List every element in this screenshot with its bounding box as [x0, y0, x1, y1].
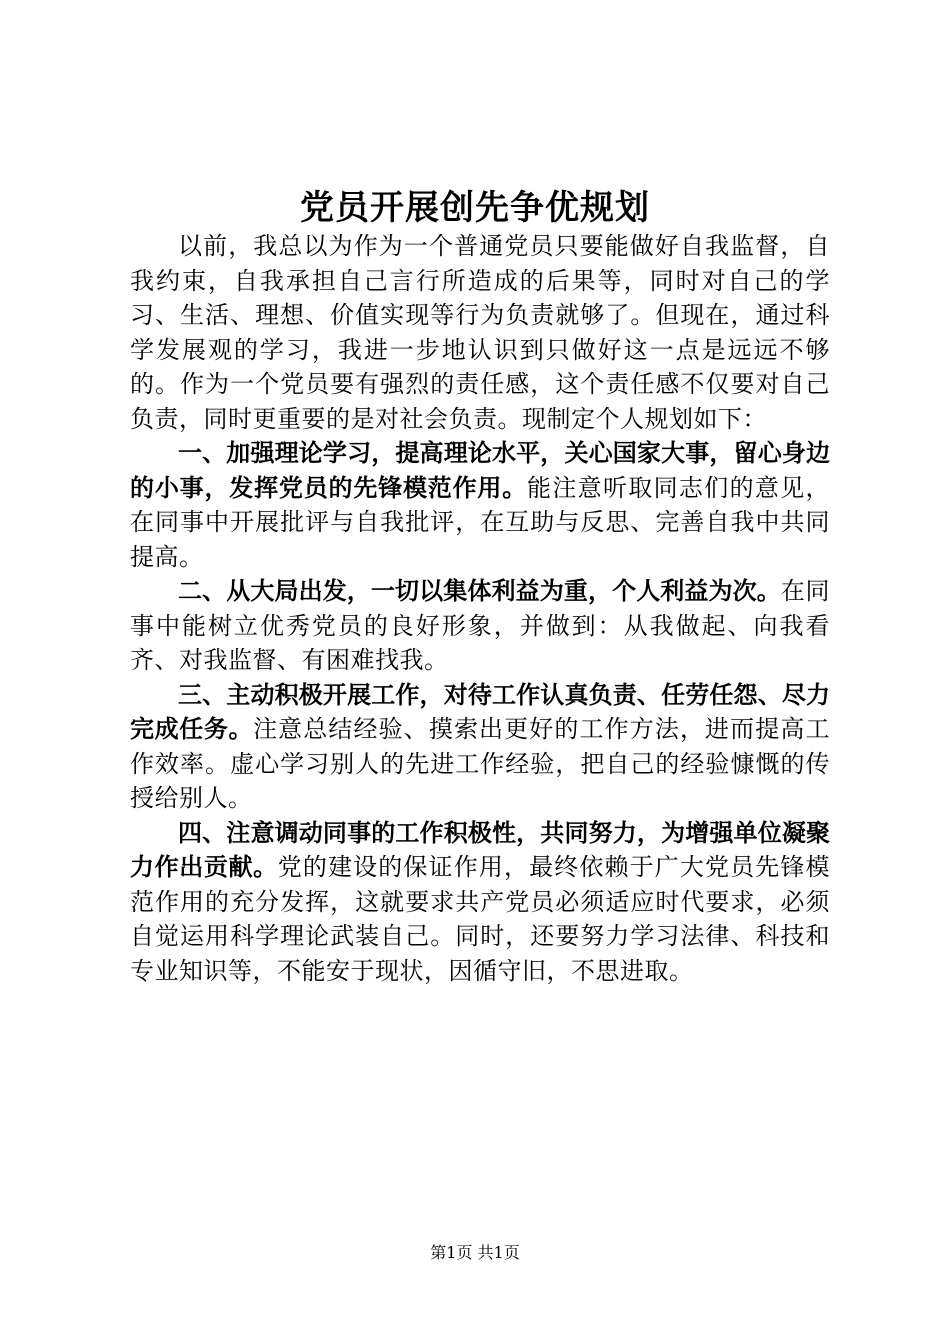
section-text-1: 能注意听取同志们的意见，在同事中开展批评与自我批评，在互助与反思、完善自我中共同提高。: [130, 473, 831, 571]
section-paragraph-1: [130, 436, 830, 574]
section-text-3: 注意总结经验、摸索出更好的工作方法，进而提高工作效率。虚心学习别人的先进工作经验，把自己的经验慷慨的传授给别人。: [130, 715, 831, 812]
section-heading-4: 四、注意调动同事的工作积极性，共同努力，为增强单位凝聚力作出贡献。: [130, 818, 830, 881]
section-heading-1: 一、加强理论学习，提高理论水平，关心国家大事，留心身边的小事，发挥党员的先锋模范作用。: [130, 439, 830, 502]
section-heading-3: 三、主动积极开展工作，对待工作认真负责、任劳任怨、尽力完成任务。: [130, 680, 830, 743]
section-text-4: 党的建设的保证作用，最终依赖于广大党员先锋模范作用的充分发挥，这就要求共产党员必须适应时代要求，必须自觉运用科学理论武装自己。同时，还要努力学习法律、科技和专业知识等，不能安于现状，因循守旧，不思进取。: [130, 853, 831, 985]
document-title: 党员开展创先争优规划: [300, 188, 650, 228]
page-footer: 第1页 共1页: [430, 1243, 520, 1262]
document-body: [130, 229, 830, 988]
intro-paragraph: 以前，我总以为作为一个普通党员只要能做好自我监督，自我约束，自我承担自己言行所造成的后果等，同时对自己的学习、生活、理想、价值实现等行为负责就够了。但现在，通过科学发展观的学习，我进一步地认识到只做好这一点是远远不够的。作为一个党员要有强烈的责任感，这个责任感不仅要对自己负责，同时更重要的是对社会负责。现制定个人规划如下：: [130, 232, 830, 433]
section-paragraph-4: [130, 816, 830, 989]
section-text-2: 在同事中能树立优秀党员的良好形象，并做到：从我做起、向我看齐、对我监督、有困难找我。: [130, 577, 831, 674]
section-paragraph-2: [130, 574, 830, 678]
section-paragraph-3: [130, 678, 830, 816]
section-heading-2: 二、从大局出发，一切以集体利益为重，个人利益为次。: [178, 577, 781, 605]
